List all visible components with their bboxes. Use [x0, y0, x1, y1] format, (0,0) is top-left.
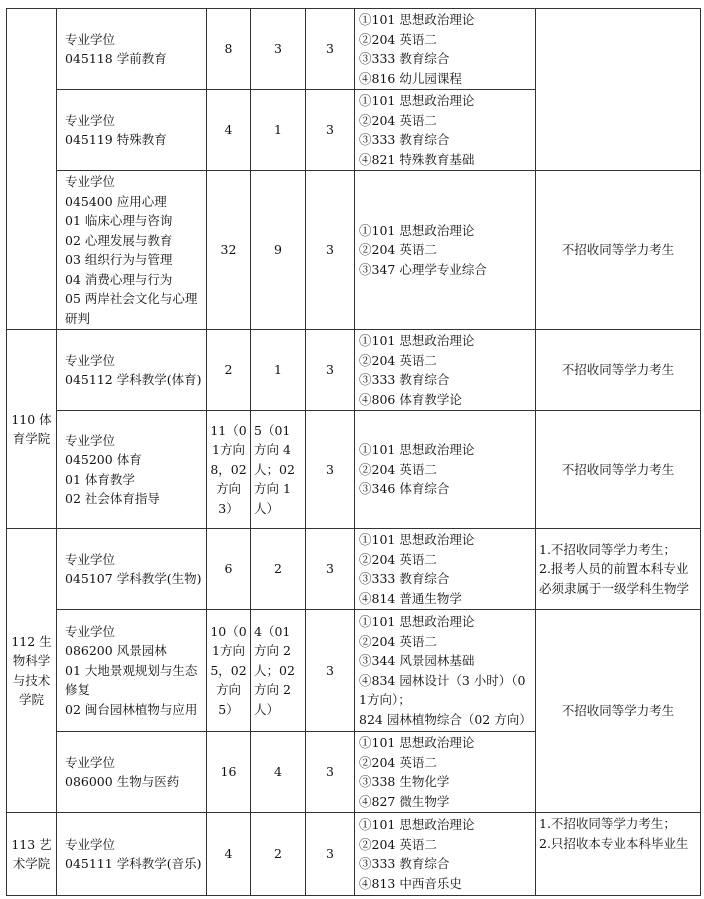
major-cell: 专业学位 045400 应用心理 01 临床心理与咨询 02 心理发展与教育 03 组织行为与管理 04 消费心理与行为 05 两岸社会文化与心理研判 — [57, 171, 207, 330]
college-cell: 113 艺术学院 — [7, 813, 57, 896]
exempt-quota: 5（01 方向 4 人；02 方向 1 人） — [251, 411, 306, 529]
table-row — [7, 529, 701, 610]
notes-cell: 1.不招收同等学力考生； 2.报考人员的前置本科专业必须隶属于一级学科生物学 — [536, 529, 701, 610]
exempt-quota: 4（01 方向 2 人；02 方向 2 人） — [251, 610, 306, 732]
exam-subjects: ①101 思想政治理论 ②204 英语二 ③333 教育综合 ④806 体育教学论 — [355, 330, 536, 411]
major-cell: 专业学位 086200 风景园林 01 大地景观规划与生态修复 02 闽台园林植物与应用 — [57, 610, 207, 732]
major-cell: 专业学位 045111 学科教学(音乐) — [57, 813, 207, 896]
major-cell: 专业学位 045107 学科教学(生物) — [57, 529, 207, 610]
study-years: 3 — [306, 90, 355, 171]
table-row — [7, 813, 701, 896]
major-cell: 专业学位 045119 特殊教育 — [57, 90, 207, 171]
major-cell: 专业学位 045200 体育 01 体育教学 02 社会体育指导 — [57, 411, 207, 529]
study-years: 3 — [306, 813, 355, 896]
study-years: 3 — [306, 330, 355, 411]
total-quota: 4 — [207, 813, 251, 896]
table-row — [7, 171, 701, 330]
exam-subjects: ①101 思想政治理论 ②204 英语二 ③346 体育综合 — [355, 411, 536, 529]
exempt-quota: 4 — [251, 732, 306, 813]
exam-subjects: ①101 思想政治理论 ②204 英语二 ③333 教育综合 ④816 幼儿园课程 — [355, 9, 536, 90]
major-cell: 专业学位 086000 生物与医药 — [57, 732, 207, 813]
notes-cell: 不招收同等学力考生 — [536, 411, 701, 529]
admissions-table — [6, 8, 701, 896]
exempt-quota: 1 — [251, 90, 306, 171]
exam-subjects: ①101 思想政治理论 ②204 英语二 ③338 生物化学 ④827 微生物学 — [355, 732, 536, 813]
exam-subjects: ①101 思想政治理论 ②204 英语二 ③333 教育综合 ④814 普通生物学 — [355, 529, 536, 610]
notes-cell: 1.不招收同等学力考生； 2.只招收本专业本科毕业生 — [536, 813, 701, 896]
notes-cell: 不招收同等学力考生 — [536, 330, 701, 411]
table-row — [7, 330, 701, 411]
study-years: 3 — [306, 610, 355, 732]
table-row — [7, 610, 701, 732]
total-quota: 6 — [207, 529, 251, 610]
study-years: 3 — [306, 529, 355, 610]
table-row — [7, 9, 701, 90]
major-cell: 专业学位 045112 学科教学(体育) — [57, 330, 207, 411]
exam-subjects: ①101 思想政治理论 ②204 英语二 ③347 心理学专业综合 — [355, 171, 536, 330]
exempt-quota: 3 — [251, 9, 306, 90]
exempt-quota: 2 — [251, 813, 306, 896]
study-years: 3 — [306, 411, 355, 529]
total-quota: 10（01方向5，02方向5） — [207, 610, 251, 732]
total-quota: 2 — [207, 330, 251, 411]
major-cell: 专业学位 045118 学前教育 — [57, 9, 207, 90]
total-quota: 11（01方向8，02方向3） — [207, 411, 251, 529]
study-years: 3 — [306, 9, 355, 90]
study-years: 3 — [306, 171, 355, 330]
total-quota: 32 — [207, 171, 251, 330]
exempt-quota: 9 — [251, 171, 306, 330]
college-cell — [7, 9, 57, 330]
table-row — [7, 411, 701, 529]
notes-cell: 不招收同等学力考生 — [536, 610, 701, 813]
exam-subjects: ①101 思想政治理论 ②204 英语二 ③333 教育综合 ④821 特殊教育基础 — [355, 90, 536, 171]
total-quota: 4 — [207, 90, 251, 171]
total-quota: 16 — [207, 732, 251, 813]
college-cell: 112 生物科学与技术学院 — [7, 529, 57, 813]
exam-subjects: ①101 思想政治理论 ②204 英语二 ③333 教育综合 ④813 中西音乐史 — [355, 813, 536, 896]
notes-cell: 不招收同等学力考生 — [536, 171, 701, 330]
exempt-quota: 1 — [251, 330, 306, 411]
notes-cell — [536, 9, 701, 171]
exempt-quota: 2 — [251, 529, 306, 610]
college-cell: 110 体育学院 — [7, 330, 57, 529]
exam-subjects: ①101 思想政治理论 ②204 英语二 ③344 风景园林基础 ④834 园林设计（3 小时）（01方向）； 824 园林植物综合（02 方向） — [355, 610, 536, 732]
study-years: 3 — [306, 732, 355, 813]
total-quota: 8 — [207, 9, 251, 90]
